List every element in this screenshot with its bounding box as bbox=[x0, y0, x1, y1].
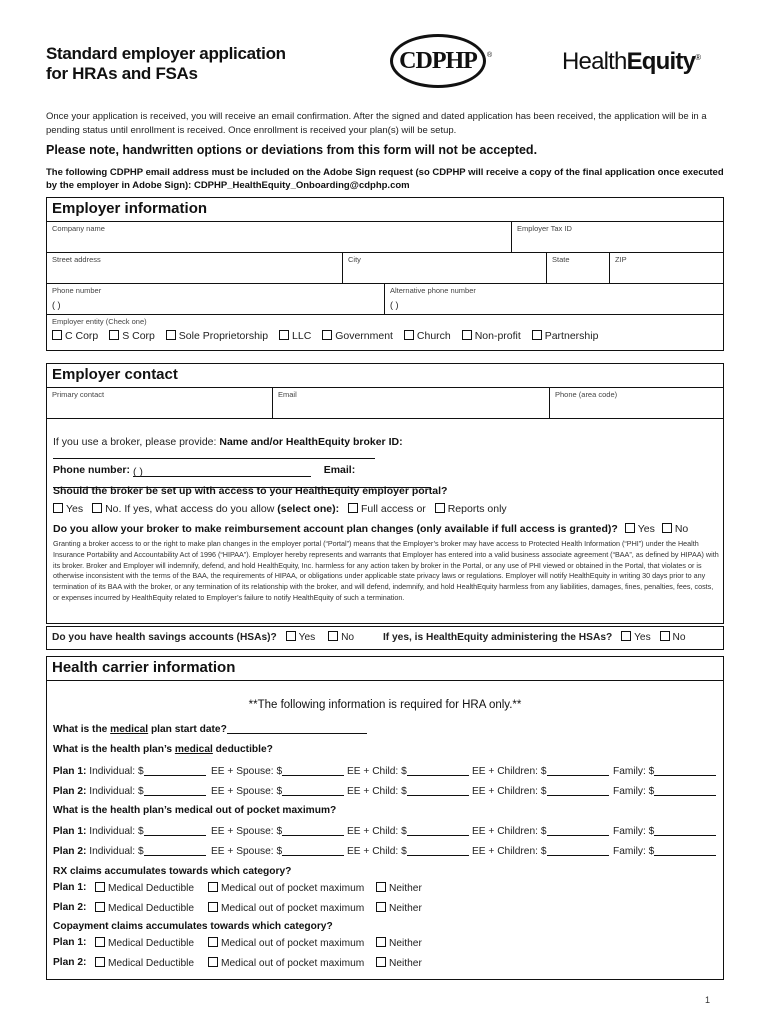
cdphp-logo: CDPHP bbox=[390, 34, 486, 88]
individual-input[interactable] bbox=[144, 825, 206, 836]
hsa-question: Do you have health savings accounts (HSAs)? bbox=[52, 632, 277, 643]
oop-plan-1-row: Plan 1: Individual: $ EE + Spouse: $ EE + Child: $ EE + Children: $ Family: $ bbox=[53, 825, 719, 837]
family-input[interactable] bbox=[654, 825, 716, 836]
checkbox[interactable] bbox=[92, 503, 102, 513]
company-name-label: Company name bbox=[52, 224, 105, 233]
ee-child-input[interactable] bbox=[407, 765, 469, 776]
broker-phone-input[interactable]: ( ) bbox=[133, 466, 311, 477]
individual-input[interactable] bbox=[144, 845, 206, 856]
page-title bbox=[46, 44, 286, 84]
copay-plan-1-row: Plan 1: Medical Deductible Medical out of pocket maximum Neither bbox=[53, 937, 422, 949]
plan-changes-no[interactable]: No bbox=[662, 523, 688, 535]
entity-option-llc[interactable]: LLC bbox=[279, 330, 311, 342]
hsa-admin-question: If yes, is HealthEquity administering the HSAs? bbox=[382, 632, 613, 643]
checkbox[interactable] bbox=[376, 957, 386, 967]
state-label: State bbox=[552, 255, 570, 264]
entity-options bbox=[52, 330, 718, 342]
entity-option-s-corp[interactable]: S Corp bbox=[109, 330, 155, 342]
employer-tax-id-field[interactable] bbox=[512, 222, 723, 252]
employer-information-section bbox=[46, 197, 724, 351]
entity-option-sole-proprietorship[interactable]: Sole Proprietorship bbox=[166, 330, 268, 342]
title-line-1: Standard employer application bbox=[46, 44, 286, 63]
ee-spouse-input[interactable] bbox=[282, 785, 344, 796]
checkbox[interactable] bbox=[208, 882, 218, 892]
city-label: City bbox=[348, 255, 361, 264]
broker-name-label: Name and/or HealthEquity broker ID: bbox=[219, 436, 403, 448]
rx-question: RX claims accumulates towards which category? bbox=[53, 866, 292, 877]
healthequity-logo bbox=[562, 48, 700, 76]
rx-plan-2-row: Plan 2: Medical Deductible Medical out of pocket maximum Neither bbox=[53, 902, 422, 914]
medical-deductible-option[interactable]: Medical Deductible bbox=[95, 902, 194, 914]
ee-child-input[interactable] bbox=[407, 825, 469, 836]
broker-id-line bbox=[53, 436, 723, 460]
deductible-plan-2-row: Plan 2: Individual: $ EE + Spouse: $ EE + Child: $ EE + Children: $ Family: $ bbox=[53, 785, 719, 797]
checkbox[interactable] bbox=[662, 523, 672, 533]
hsa-no[interactable]: No bbox=[328, 632, 354, 643]
oop-plan-2-row: Plan 2: Individual: $ EE + Spouse: $ EE + Child: $ EE + Children: $ Family: $ bbox=[53, 845, 719, 857]
deductible-plan-1-row: Plan 1: Individual: $ EE + Spouse: $ EE + Child: $ EE + Children: $ Family: $ bbox=[53, 765, 719, 777]
tax-id-label: Employer Tax ID bbox=[517, 224, 572, 233]
checkbox[interactable] bbox=[109, 330, 119, 340]
phone-area-code: ( ) bbox=[52, 300, 61, 310]
cdphp-registered-mark: ® bbox=[487, 52, 493, 59]
hsa-yes[interactable]: Yes bbox=[286, 632, 316, 643]
healthequity-logo-equity: Equity bbox=[626, 48, 696, 75]
health-carrier-section bbox=[46, 656, 724, 980]
checkbox[interactable] bbox=[166, 330, 176, 340]
medical-oop-option[interactable]: Medical out of pocket maximum bbox=[208, 902, 364, 914]
checkbox[interactable] bbox=[376, 882, 386, 892]
entity-option-c-corp[interactable]: C Corp bbox=[52, 330, 98, 342]
checkbox[interactable] bbox=[621, 631, 631, 641]
family-input[interactable] bbox=[654, 845, 716, 856]
portal-no-option[interactable]: No. If yes, what access do you allow (select one): bbox=[92, 503, 339, 515]
individual-input[interactable] bbox=[144, 785, 206, 796]
checkbox[interactable] bbox=[286, 631, 296, 641]
checkbox[interactable] bbox=[435, 503, 445, 513]
plan-start-question: What is the medical plan start date? bbox=[53, 723, 367, 735]
hra-only-note: **The following information is required for HRA only.** bbox=[248, 699, 522, 711]
title-line-2: for HRAs and FSAs bbox=[46, 64, 198, 83]
phone-number-field[interactable] bbox=[47, 284, 385, 314]
broker-email-label: Email: bbox=[323, 464, 356, 476]
contact-phone-label: Phone (area code) bbox=[555, 390, 618, 399]
state-field[interactable] bbox=[547, 253, 610, 283]
healthequity-logo-health: Health bbox=[562, 48, 627, 75]
broker-legal-text: Granting a broker access to or the right to make plan changes in the employer portal (“Portal”) means that the Employer’s broker may have access to Protected Health Information (“PHI”) under the Health Insurance Portability and Accountability Act of 1996 (“HIPAA”). Employer hereby represents and warrants that Employer has entered into a valid business associate agreement (“BAA”, as defined by HIPAA) with its broker. Broker and Employer will indemnify, defend, and hold HealthEquity, Inc. harmless for any action taken by broker in the Portal, or any use of PHI viewed or obtained in the Portal, that violates or is otherwise inconsistent with the terms of the BAA, the requirements of HIPAA, or obligations under applicable state privacy laws or regulations. Employer will notify HealthEquity in writing 30 days prior to any termination of its BAA with the broker, or any termination of its relationship with the broker, and will defend, indemnify, and hold HealthEquity harmless from any liabilities, damages, fines, penalties, fees, costs, or expenses incurred by HealthEquity related to Employer’s failure to notify HealthEquity of such a termination. bbox=[53, 539, 719, 602]
handwritten-note: Please note, handwritten options or deviations from this form will not be accepted. bbox=[46, 143, 538, 157]
neither-option[interactable]: Neither bbox=[376, 882, 422, 894]
zip-field[interactable] bbox=[610, 253, 723, 283]
hsa-admin-yes[interactable]: Yes bbox=[621, 632, 651, 643]
email-note: The following CDPHP email address must be included on the Adobe Sign request (so CDPHP will receive a copy of the final application once executed by the employer in Adobe Sign): CDPHP_HealthEquity_Onboarding@cdphp.com bbox=[46, 167, 724, 191]
health-carrier-heading: Health carrier information bbox=[47, 657, 723, 681]
checkbox[interactable] bbox=[532, 330, 542, 340]
ee-child-input[interactable] bbox=[407, 845, 469, 856]
street-address-field[interactable] bbox=[47, 253, 343, 283]
broker-prompt: If you use a broker, please provide: bbox=[53, 436, 220, 448]
checkbox[interactable] bbox=[53, 503, 63, 513]
plan-start-date-input[interactable] bbox=[227, 723, 367, 734]
phone-label: Phone number bbox=[52, 286, 102, 295]
checkbox[interactable] bbox=[279, 330, 289, 340]
full-access-option[interactable]: Full access or bbox=[348, 503, 426, 515]
primary-contact-label: Primary contact bbox=[52, 390, 105, 399]
oop-question: What is the health plan’s medical out of pocket maximum? bbox=[53, 805, 337, 816]
checkbox[interactable] bbox=[376, 937, 386, 947]
medical-deductible-option[interactable]: Medical Deductible bbox=[95, 882, 194, 894]
checkbox[interactable] bbox=[348, 503, 358, 513]
checkbox[interactable] bbox=[208, 902, 218, 912]
checkbox[interactable] bbox=[95, 882, 105, 892]
entity-label: Employer entity (Check one) bbox=[52, 317, 147, 326]
checkbox[interactable] bbox=[328, 631, 338, 641]
checkbox[interactable] bbox=[208, 937, 218, 947]
alt-phone-area-code: ( ) bbox=[390, 300, 399, 310]
hsa-section bbox=[46, 626, 724, 650]
copay-question: Copayment claims accumulates towards which category? bbox=[53, 921, 333, 932]
ee-children-input[interactable] bbox=[547, 825, 609, 836]
medical-oop-option[interactable]: Medical out of pocket maximum bbox=[208, 882, 364, 894]
checkbox[interactable] bbox=[95, 902, 105, 912]
checkbox[interactable] bbox=[52, 330, 62, 340]
contact-phone-field[interactable] bbox=[550, 388, 723, 418]
city-field[interactable] bbox=[343, 253, 547, 283]
primary-contact-field[interactable] bbox=[47, 388, 273, 418]
family-input[interactable] bbox=[654, 765, 716, 776]
medical-deductible-option[interactable]: Medical Deductible bbox=[95, 957, 194, 969]
plan-changes-yes[interactable]: Yes bbox=[625, 523, 655, 535]
broker-id-input[interactable] bbox=[53, 448, 375, 459]
ee-child-input[interactable] bbox=[407, 785, 469, 796]
employer-contact-section bbox=[46, 363, 724, 624]
entity-option-church[interactable]: Church bbox=[404, 330, 451, 342]
street-label: Street address bbox=[52, 255, 101, 264]
checkbox[interactable] bbox=[95, 957, 105, 967]
neither-option[interactable]: Neither bbox=[376, 957, 422, 969]
individual-input[interactable] bbox=[144, 765, 206, 776]
healthequity-logo-mark: ® bbox=[695, 53, 701, 62]
checkbox[interactable] bbox=[95, 937, 105, 947]
page-number: 1 bbox=[705, 995, 711, 1005]
checkbox[interactable] bbox=[625, 523, 635, 533]
ee-children-input[interactable] bbox=[547, 845, 609, 856]
ee-spouse-input[interactable] bbox=[282, 825, 344, 836]
plan-changes-question: Do you allow your broker to make reimbursement account plan changes (only available if full access is granted)? Yes No bbox=[53, 523, 689, 535]
neither-option[interactable]: Neither bbox=[376, 937, 422, 949]
contact-email-field[interactable] bbox=[273, 388, 550, 418]
employer-contact-heading: Employer contact bbox=[47, 364, 723, 388]
entity-option-partnership[interactable]: Partnership bbox=[532, 330, 599, 342]
medical-deductible-option[interactable]: Medical Deductible bbox=[95, 937, 194, 949]
checkbox[interactable] bbox=[660, 631, 670, 641]
entity-option-non-profit[interactable]: Non-profit bbox=[462, 330, 521, 342]
ee-spouse-input[interactable] bbox=[282, 845, 344, 856]
contact-email-label: Email bbox=[278, 390, 297, 399]
rx-plan-1-row: Plan 1: Medical Deductible Medical out of pocket maximum Neither bbox=[53, 882, 422, 894]
neither-option[interactable]: Neither bbox=[376, 902, 422, 914]
entity-option-government[interactable]: Government bbox=[322, 330, 393, 342]
portal-options bbox=[53, 503, 507, 515]
hsa-admin-no[interactable]: No bbox=[660, 632, 686, 643]
medical-oop-option[interactable]: Medical out of pocket maximum bbox=[208, 957, 364, 969]
portal-question: Should the broker be set up with access to your HealthEquity employer portal? bbox=[53, 485, 448, 497]
checkbox[interactable] bbox=[208, 957, 218, 967]
copay-plan-2-row: Plan 2: Medical Deductible Medical out of pocket maximum Neither bbox=[53, 957, 422, 969]
employer-information-heading: Employer information bbox=[47, 198, 723, 222]
checkbox[interactable] bbox=[376, 902, 386, 912]
ee-children-input[interactable] bbox=[547, 765, 609, 776]
checkbox[interactable] bbox=[404, 330, 414, 340]
family-input[interactable] bbox=[654, 785, 716, 796]
intro-text: Once your application is received, you will receive an email confirmation. After the signed and dated application has been received, the application will be in a pending status until enrollment is received. Once enrollment is received your plan(s) will be setup. bbox=[46, 111, 707, 136]
ee-spouse-input[interactable] bbox=[282, 765, 344, 776]
hsa-questions bbox=[52, 631, 718, 643]
checkbox[interactable] bbox=[322, 330, 332, 340]
portal-yes-option[interactable]: Yes bbox=[53, 503, 83, 515]
ee-children-input[interactable] bbox=[547, 785, 609, 796]
broker-phone-label: Phone number: bbox=[53, 464, 131, 476]
company-name-field[interactable] bbox=[47, 222, 512, 252]
reports-only-option[interactable]: Reports only bbox=[435, 503, 507, 515]
alt-phone-label: Alternative phone number bbox=[390, 286, 476, 295]
alt-phone-field[interactable] bbox=[385, 284, 723, 314]
deductible-question: What is the health plan’s medical deductible? bbox=[53, 744, 273, 755]
checkbox[interactable] bbox=[462, 330, 472, 340]
medical-oop-option[interactable]: Medical out of pocket maximum bbox=[208, 937, 364, 949]
zip-label: ZIP bbox=[615, 255, 627, 264]
